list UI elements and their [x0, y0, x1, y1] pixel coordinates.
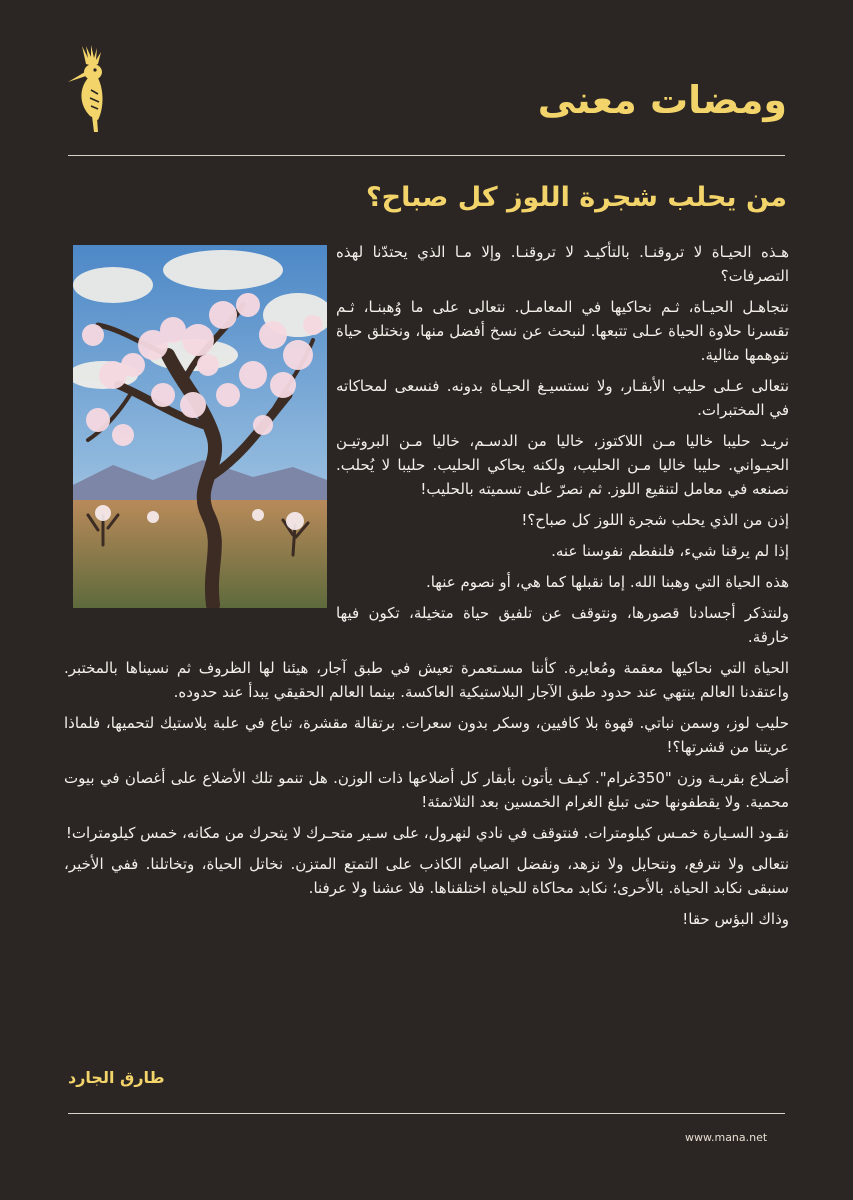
paragraph: الحياة التي نحاكيها معقمة ومُعايرة. كأننا مسـتعمرة تعيش في طبق آجار، هيئنا لها الظروف ثم نسيناها بالمختبر. واعتقدنا العالم ينتهي عند حدود طبق الآجار البلاستيكية العاكسة. بينما العالم الحقيقي يبدأ عند حدوده.: [64, 659, 789, 701]
paragraph: نتجاهـل الحيـاة، ثـم نحاكيها في المعامـل. نتعالى على ما وُهبنـا، ثـم تقسرنا حلاوة الحياة عـلى تتبعها. لنبحث عن نسخ أفضل منها، ونختلق حياة نتوهمها مثالية.: [336, 298, 789, 364]
paragraph: نريـد حليبا خاليا مـن اللاكتوز، خاليا من الدسـم، خاليا مـن البروتيـن الحيـواني. حليبا خاليا مـن الحليب، ولكنه يحاكي الحليب. حليبا لا يُحلب. نصنعه في معامل لتنقيع اللوز. ثم نصرّ على تسميته بالحليب!: [336, 432, 789, 498]
paragraph: هـذه الحيـاة لا تروقنـا. بالتأكيـد لا تروقنـا. وإلا مـا الذي يحتدّنا لهذه التصرفات؟: [336, 243, 789, 285]
paragraph: نتعالى عـلى حليب الأبقـار، ولا نستسيـغ الحيـاة بدونه. فنسعى لمحاكاته في المختبرات.: [336, 377, 789, 419]
paragraph: إذن من الذي يحلب شجرة اللوز كل صباح؟!: [521, 511, 789, 529]
paragraph: إذا لم يرقنا شيء، فلنفطم نفوسنا عنه.: [551, 542, 789, 560]
footer-divider: [68, 1113, 785, 1114]
paragraph: ولنتذكر أجسادنا قصورها، ونتوقف عن تلفيق حياة متخيلة، تكون فيها خارقة.: [336, 604, 789, 646]
hoopoe-bird-icon: [64, 42, 114, 134]
header-divider: [68, 155, 785, 156]
brand-title: ومضات معنى: [537, 78, 787, 122]
paragraph: حليب لوز، وسمن نباتي. قهوة بلا كافيين، وسكر بدون سعرات. برتقالة مقشرة، تباع في علبة بلاستيك لتحميها، فلماذا عريتنا من قشرتها؟!: [64, 714, 789, 756]
paragraph: أضـلاع بقريـة وزن "350غرام". كيـف يأتون بأبقار كل أضلاعها ذات الوزن. هل تنمو تلك الأضلاع على أغصان في بيوت محمية. ولا يقطفونها حتى تبلغ الغرام الخمسين بعد الثلاثمئة!: [64, 769, 789, 811]
paragraph: نتعالى ولا نترفع، ونتحايل ولا نزهد، ونفضل الصيام الكاذب على التمتع المتزن. نخاتل الحياة، وتخاتلنا. ففي الأخير، سنبقى نكابد الحياة. بالأحرى؛ نكابد محاكاة للحياة اختلقناها. فلا عشنا ولا عرفنا.: [64, 855, 789, 897]
paragraph: نقـود السـيارة خمـس كيلومترات. فنتوقف في نادي لنهرول، على سـير متحـرك لا يتحرك من مكانه، خمس كيلومترات!: [65, 824, 789, 842]
paragraph: هذه الحياة التي وهبنا الله. إما نقبلها كما هي، أو نصوم عنها.: [425, 573, 789, 591]
image-spacer: [64, 240, 336, 612]
author-name: طارق الجارد: [68, 1068, 165, 1087]
article-body: [64, 240, 789, 938]
footer-url[interactable]: www.mana.net: [685, 1131, 768, 1144]
paragraph: وذاك البؤس حقا!: [682, 910, 789, 928]
article-title: من يحلب شجرة اللوز كل صباح؟: [365, 182, 787, 213]
